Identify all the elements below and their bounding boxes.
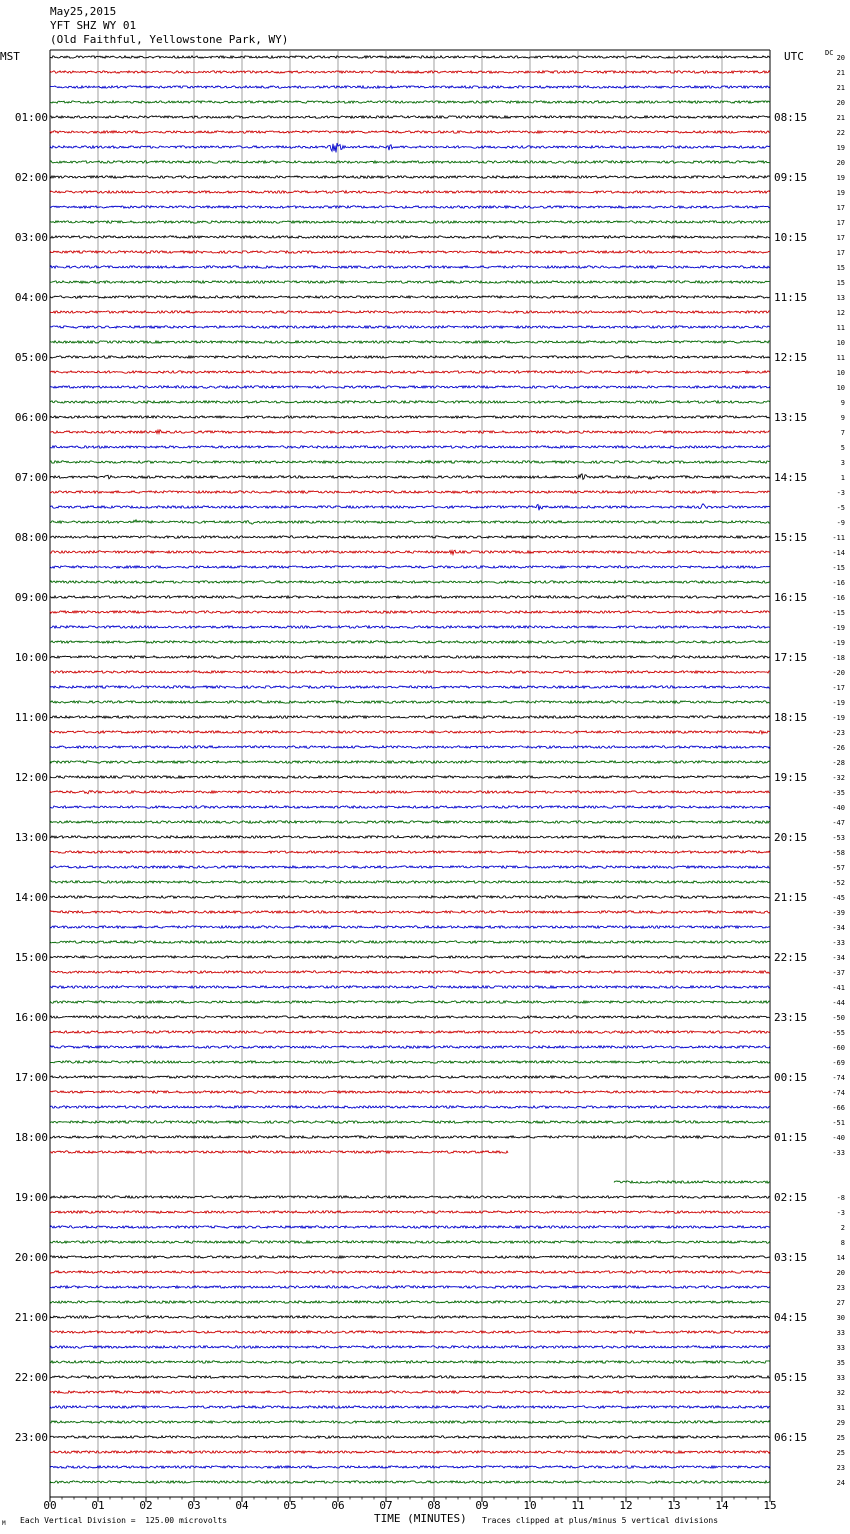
dc-offset-label: -23: [832, 729, 845, 737]
seismic-trace: [50, 176, 770, 178]
seismic-trace: [50, 116, 770, 118]
dc-offset-label: 20: [836, 1269, 845, 1277]
plot-date: May25,2015: [50, 5, 117, 18]
seismic-trace: [50, 1196, 770, 1198]
seismic-trace: [50, 430, 770, 434]
right-hour-label: 17:15: [774, 651, 808, 664]
right-hour-label: 11:15: [774, 291, 808, 304]
seismic-trace: [50, 626, 770, 628]
dc-offset-label: -18: [832, 654, 845, 662]
seismic-trace: [50, 1481, 770, 1483]
seismic-trace: [50, 1406, 770, 1408]
right-hour-label: 23:15: [774, 1011, 808, 1024]
seismic-trace: [50, 474, 770, 480]
seismic-trace: [50, 716, 770, 718]
left-hour-label: 04:00: [14, 291, 48, 304]
dc-offset-label: -19: [832, 714, 845, 722]
right-hour-label: 22:15: [774, 951, 808, 964]
seismic-trace: [50, 1061, 770, 1063]
seismic-trace: [50, 866, 770, 868]
seismic-trace: [50, 971, 770, 973]
x-tick-label: 07: [379, 1499, 393, 1512]
dc-offset-label: -19: [832, 639, 845, 647]
seismic-trace: [50, 956, 770, 958]
seismic-trace: [50, 1316, 770, 1318]
dc-offset-label: -37: [832, 969, 845, 977]
seismic-trace: [50, 1151, 508, 1153]
dc-offset-label: -69: [832, 1059, 845, 1067]
seismic-trace: [50, 1331, 770, 1333]
dc-offset-label: 23: [836, 1284, 845, 1292]
dc-offset-label: 10: [836, 369, 845, 377]
seismic-trace: [50, 161, 770, 163]
x-tick-label: 14: [715, 1499, 729, 1512]
seismic-trace: [50, 986, 770, 988]
seismic-trace: [50, 386, 770, 388]
left-hour-label: 01:00: [14, 111, 48, 124]
right-hour-label: 16:15: [774, 591, 808, 604]
seismic-trace: [50, 341, 770, 343]
right-hour-label: 03:15: [774, 1251, 808, 1264]
seismic-trace: [50, 326, 770, 328]
dc-offset-label: -34: [832, 924, 845, 932]
seismic-trace: [50, 446, 770, 448]
seismic-trace: [50, 296, 770, 298]
seismic-trace: [50, 1031, 770, 1033]
corner-mark: M: [2, 1520, 6, 1527]
seismic-trace: [50, 1016, 770, 1018]
dc-offset-label: 15: [836, 264, 845, 272]
seismic-trace: [50, 1391, 770, 1393]
seismic-trace: [50, 1076, 770, 1078]
dc-offset-label: 2: [840, 1224, 845, 1232]
x-tick-label: 11: [571, 1499, 585, 1512]
seismic-trace: [50, 1436, 770, 1438]
left-hour-label: 10:00: [14, 651, 48, 664]
left-hour-label: 06:00: [14, 411, 48, 424]
dc-offset-label: -14: [832, 549, 845, 557]
dc-offset-label: -16: [832, 594, 845, 602]
dc-offset-label: 33: [836, 1329, 845, 1337]
seismic-trace: [50, 101, 770, 103]
right-hour-label: 09:15: [774, 171, 808, 184]
seismic-trace: [50, 1346, 770, 1348]
dc-offset-label: 21: [836, 69, 845, 77]
x-tick-label: 06: [331, 1499, 345, 1512]
dc-offset-label: 23: [836, 1464, 845, 1472]
seismic-trace: [50, 1091, 770, 1093]
x-tick-label: 00: [43, 1499, 57, 1512]
right-hour-label: 12:15: [774, 351, 808, 364]
dc-offset-label: -60: [832, 1044, 845, 1052]
left-hour-label: 03:00: [14, 231, 48, 244]
seismic-trace: [50, 491, 770, 493]
right-hour-label: 08:15: [774, 111, 808, 124]
x-tick-label: 04: [235, 1499, 249, 1512]
seismic-trace: [50, 941, 770, 943]
right-hour-label: 02:15: [774, 1191, 808, 1204]
seismic-trace: [50, 131, 770, 133]
dc-offset-label: 22: [836, 129, 845, 137]
seismic-trace: [50, 86, 770, 88]
seismic-trace: [50, 1001, 770, 1003]
seismic-trace: [50, 926, 770, 928]
dc-offset-label: 25: [836, 1434, 845, 1442]
dc-offset-label: -53: [832, 834, 845, 842]
seismic-trace: [50, 641, 770, 643]
seismic-trace: [50, 1046, 770, 1048]
seismic-trace: [50, 566, 770, 568]
left-hour-label: 12:00: [14, 771, 48, 784]
dc-offset-label: 14: [836, 1254, 845, 1262]
dc-offset-label: 15: [836, 279, 845, 287]
dc-offset-label: 21: [836, 84, 845, 92]
right-hour-label: 20:15: [774, 831, 808, 844]
left-hour-label: 20:00: [14, 1251, 48, 1264]
seismic-trace: [50, 896, 770, 898]
dc-offset-label: 1: [840, 474, 845, 482]
dc-offset-label: -45: [832, 894, 845, 902]
dc-offset-label: 32: [836, 1389, 845, 1397]
dc-offset-label: -58: [832, 849, 845, 857]
x-tick-label: 03: [187, 1499, 201, 1512]
seismic-trace: [50, 401, 770, 403]
seismic-trace: [50, 911, 770, 913]
left-hour-label: 07:00: [14, 471, 48, 484]
dc-offset-label: -51: [832, 1119, 845, 1127]
left-hour-label: 23:00: [14, 1431, 48, 1444]
dc-offset-label: 30: [836, 1314, 845, 1322]
seismic-trace: [50, 281, 770, 283]
x-tick-label: 08: [427, 1499, 441, 1512]
right-hour-label: 01:15: [774, 1131, 808, 1144]
right-hour-label: 18:15: [774, 711, 808, 724]
dc-offset-label: 12: [836, 309, 845, 317]
dc-offset-label: -16: [832, 579, 845, 587]
dc-offset-label: -28: [832, 759, 845, 767]
dc-offset-label: -74: [832, 1074, 845, 1082]
dc-offset-label: -40: [832, 804, 845, 812]
dc-offset-label: 10: [836, 339, 845, 347]
station-code: YFT SHZ WY 01: [50, 19, 137, 32]
left-hour-label: 08:00: [14, 531, 48, 544]
dc-offset-label: 9: [840, 399, 845, 407]
dc-offset-label: 19: [836, 174, 845, 182]
dc-offset-label: 25: [836, 1449, 845, 1457]
seismic-trace: [50, 851, 770, 853]
seismic-trace: [50, 1271, 770, 1273]
seismic-trace: [50, 191, 770, 193]
dc-offset-label: -35: [832, 789, 845, 797]
dc-offset-label: 17: [836, 204, 845, 212]
seismic-trace: [50, 56, 770, 58]
scale-note: Each Vertical Division = 125.00 microvolts: [20, 1516, 228, 1525]
seismic-trace: [614, 1181, 770, 1183]
left-hour-label: 16:00: [14, 1011, 48, 1024]
left-hour-label: 14:00: [14, 891, 48, 904]
right-hour-label: 21:15: [774, 891, 808, 904]
dc-offset-label: -3: [836, 1209, 845, 1217]
seismic-trace: [50, 1136, 770, 1138]
seismic-trace: [50, 776, 770, 778]
seismic-trace: [50, 1376, 770, 1378]
dc-offset-label: -44: [832, 999, 845, 1007]
left-hour-label: 22:00: [14, 1371, 48, 1384]
dc-offset-label: -74: [832, 1089, 845, 1097]
seismic-trace: [50, 596, 770, 598]
seismic-trace: [50, 311, 770, 313]
dc-offset-label: 13: [836, 294, 845, 302]
seismic-trace: [50, 143, 770, 152]
seismic-trace: [50, 701, 770, 703]
right-hour-label: 19:15: [774, 771, 808, 784]
dc-offset-label: -8: [836, 1194, 845, 1202]
seismic-trace: [50, 1226, 770, 1228]
dc-offset-label: 20: [836, 159, 845, 167]
dc-offset-label: 33: [836, 1374, 845, 1382]
seismic-trace: [50, 520, 770, 524]
seismic-trace: [50, 251, 770, 253]
dc-offset-label: -50: [832, 1014, 845, 1022]
x-tick-label: 13: [667, 1499, 681, 1512]
seismic-trace: [50, 71, 770, 73]
dc-offset-label: -41: [832, 984, 845, 992]
dc-offset-label: -15: [832, 609, 845, 617]
x-tick-label: 10: [523, 1499, 537, 1512]
left-hour-label: 09:00: [14, 591, 48, 604]
dc-offset-label: -55: [832, 1029, 845, 1037]
left-hour-label: 21:00: [14, 1311, 48, 1324]
right-hour-label: 10:15: [774, 231, 808, 244]
seismic-trace: [50, 656, 770, 658]
seismic-trace: [50, 1301, 770, 1303]
dc-offset-label: -52: [832, 879, 845, 887]
dc-offset-label: -32: [832, 774, 845, 782]
seismic-trace: [50, 761, 770, 763]
seismic-trace: [50, 356, 770, 358]
dc-offset-label: 20: [836, 99, 845, 107]
seismic-trace: [50, 460, 770, 463]
right-timezone-label: UTC: [784, 50, 804, 63]
dc-offset-label: -19: [832, 624, 845, 632]
dc-offset-label: 11: [836, 354, 845, 362]
x-axis-label: TIME (MINUTES): [374, 1512, 467, 1525]
right-hour-label: 06:15: [774, 1431, 808, 1444]
seismic-trace: [50, 581, 770, 583]
x-tick-label: 09: [475, 1499, 489, 1512]
seismic-trace: [50, 1106, 770, 1108]
x-tick-label: 01: [91, 1499, 105, 1512]
right-hour-label: 14:15: [774, 471, 808, 484]
dc-offset-label: 21: [836, 114, 845, 122]
seismic-trace: [50, 1361, 770, 1363]
dc-offset-label: -66: [832, 1104, 845, 1112]
dc-offset-label: 31: [836, 1404, 845, 1412]
seismic-trace: [50, 371, 770, 373]
dc-offset-label: 27: [836, 1299, 845, 1307]
dc-offset-label: -11: [832, 534, 845, 542]
right-hour-label: 05:15: [774, 1371, 808, 1384]
right-hour-label: 04:15: [774, 1311, 808, 1324]
left-timezone-label: MST: [0, 50, 20, 63]
seismic-trace: [50, 746, 770, 748]
seismic-trace: [50, 686, 770, 688]
left-hour-label: 13:00: [14, 831, 48, 844]
dc-offset-label: -33: [832, 1149, 845, 1157]
dc-offset-label: 17: [836, 219, 845, 227]
left-hour-label: 15:00: [14, 951, 48, 964]
right-hour-label: 13:15: [774, 411, 808, 424]
left-hour-label: 18:00: [14, 1131, 48, 1144]
dc-offset-label: 19: [836, 189, 845, 197]
dc-offset-label: -9: [836, 519, 845, 527]
seismic-trace: [50, 791, 770, 794]
dc-offset-label: 24: [836, 1479, 845, 1487]
dc-offset-label: 33: [836, 1344, 845, 1352]
dc-offset-label: -33: [832, 939, 845, 947]
seismic-trace: [50, 611, 770, 613]
seismic-trace: [50, 821, 770, 823]
dc-offset-label: 17: [836, 234, 845, 242]
left-hour-label: 17:00: [14, 1071, 48, 1084]
right-hour-label: 00:15: [774, 1071, 808, 1084]
dc-offset-label: -47: [832, 819, 845, 827]
seismic-trace: [50, 504, 770, 510]
seismic-trace: [50, 536, 770, 538]
seismic-trace: [50, 671, 770, 673]
dc-offset-label: 3: [840, 459, 845, 467]
seismic-trace: [50, 881, 770, 883]
dc-offset-label: 11: [836, 324, 845, 332]
seismic-trace: [50, 1241, 770, 1243]
dc-offset-label: -20: [832, 669, 845, 677]
x-tick-label: 05: [283, 1499, 297, 1512]
left-hour-label: 11:00: [14, 711, 48, 724]
clip-note: Traces clipped at plus/minus 5 vertical divisions: [482, 1516, 719, 1525]
seismic-trace: [50, 836, 770, 838]
dc-offset-label: -39: [832, 909, 845, 917]
dc-offset-label: -40: [832, 1134, 845, 1142]
dc-offset-label: 5: [840, 444, 845, 452]
seismic-trace: [50, 236, 770, 238]
dc-offset-label: -26: [832, 744, 845, 752]
x-tick-label: 15: [763, 1499, 777, 1512]
dc-offset-label: 19: [836, 144, 845, 152]
x-tick-label: 02: [139, 1499, 153, 1512]
dc-offset-label: 8: [840, 1239, 845, 1247]
seismic-trace: [50, 1466, 770, 1468]
station-location: (Old Faithful, Yellowstone Park, WY): [50, 33, 289, 46]
dc-offset-label: 10: [836, 384, 845, 392]
dc-offset-label: -3: [836, 489, 845, 497]
right-hour-label: 15:15: [774, 531, 808, 544]
seismic-trace: [50, 731, 770, 734]
dc-offset-label: -5: [836, 504, 845, 512]
left-hour-label: 19:00: [14, 1191, 48, 1204]
dc-offset-label: 35: [836, 1359, 845, 1367]
dc-offset-label: 29: [836, 1419, 845, 1427]
dc-offset-label: 17: [836, 249, 845, 257]
seismic-trace: [50, 1286, 770, 1288]
dc-offset-label: -57: [832, 864, 845, 872]
dc-offset-label: -34: [832, 954, 845, 962]
seismic-trace: [50, 1211, 770, 1213]
seismic-trace: [50, 1256, 770, 1258]
dc-offset-label: -17: [832, 684, 845, 692]
seismic-trace: [50, 416, 770, 418]
left-hour-label: 05:00: [14, 351, 48, 364]
dc-offset-label: -19: [832, 699, 845, 707]
seismic-trace: [50, 1421, 770, 1423]
seismic-trace: [50, 1121, 770, 1123]
left-hour-label: 02:00: [14, 171, 48, 184]
x-tick-label: 12: [619, 1499, 633, 1512]
dc-offset-label: 9: [840, 414, 845, 422]
seismic-trace: [50, 1451, 770, 1453]
seismic-trace: [50, 206, 770, 208]
dc-offset-label: 7: [840, 429, 845, 437]
dc-offset-header: DC: [825, 49, 834, 57]
seismic-trace: [50, 266, 770, 268]
seismic-trace: [50, 550, 770, 554]
dc-offset-label: -15: [832, 564, 845, 572]
dc-offset-label: 20: [836, 54, 845, 62]
seismic-trace: [50, 806, 770, 808]
seismic-trace: [50, 221, 770, 223]
